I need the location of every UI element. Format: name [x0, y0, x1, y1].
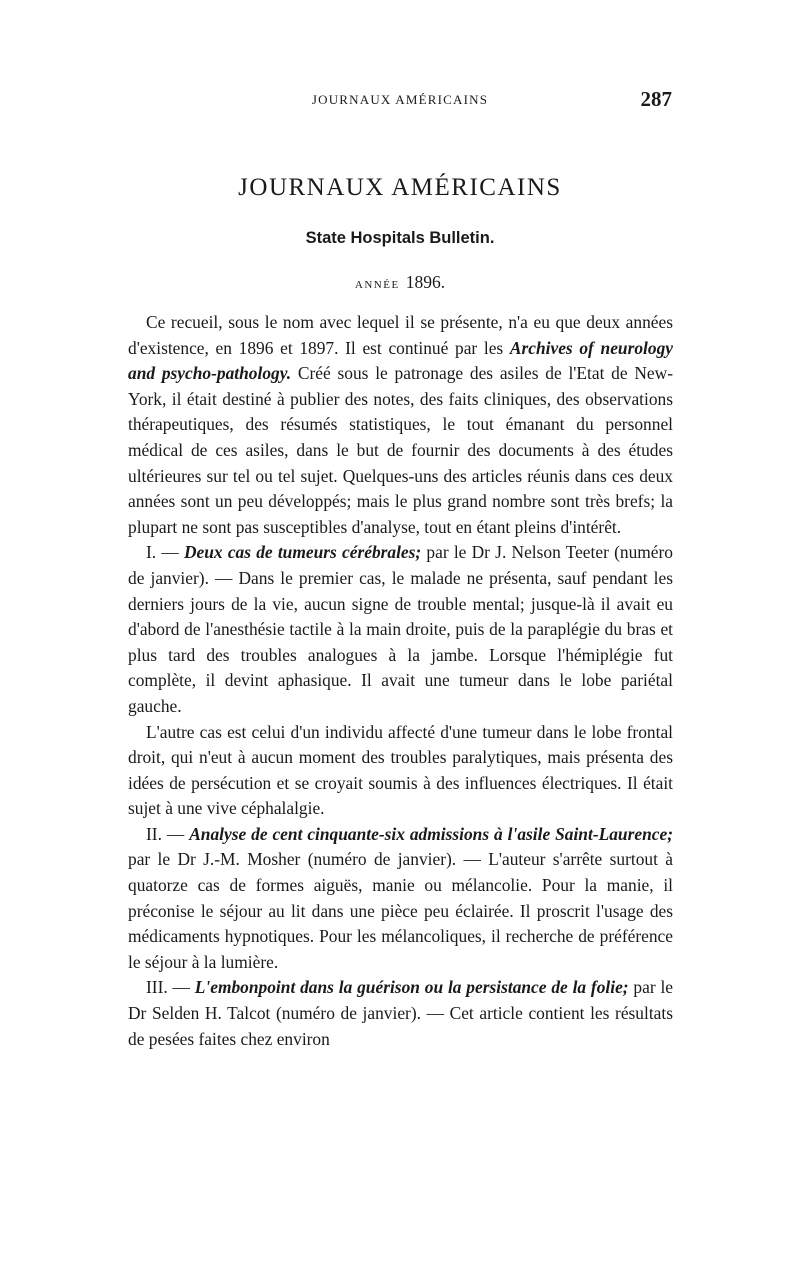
section-1-paragraph	[128, 540, 673, 719]
section-1-text: par le Dr J. Nelson Teeter (numéro de janvier). — Dans le premier cas, le malade ne présenta, sauf pendant les derniers jours de la vie, aucun signe de trouble mental; jusque-là il avait eu d'abord de l'anesthésie tactile à la main droite, puis de la paraplégie du bras et plus tard des troubles analogues à la jambe. Lorsque l'hémiplégie fut complète, il devint aphasique. Il avait une tumeur dans le lobe pariétal gauche.	[128, 542, 673, 716]
section-2-title: Analyse de cent cinquante-six admissions à l'asile Saint-Laurence;	[189, 823, 673, 844]
article-body	[128, 310, 673, 1052]
section-3-title: L'embonpoint dans la guérison ou la persistance de la folie;	[194, 977, 629, 998]
section-1-paragraph-2: L'autre cas est celui d'un individu affecté d'une tumeur dans le lobe frontal droit, qui n'eut à aucun moment des troubles paralytiques, mais présenta des idées de persécution et se croyait soumis à des influences électriques. Il était sujet à une vive céphalalgie.	[128, 721, 673, 819]
section-2-paragraph	[128, 822, 673, 976]
journal-name: Archives of neurology and psycho-pathology.	[128, 337, 673, 384]
section-3-text: par le Dr Selden H. Talcot (numéro de janvier). — Cet article contient les résultats de pesées faites chez environ	[128, 977, 674, 1049]
page-number: 287	[640, 87, 672, 111]
journal-subtitle: State Hospitals Bulletin.	[305, 229, 495, 247]
section-3-paragraph	[128, 975, 673, 1052]
year-value: 1896.	[405, 272, 446, 292]
intro-paragraph	[128, 310, 673, 540]
running-head-title: JOURNAUX AMÉRICAINS	[311, 92, 489, 107]
article-title: JOURNAUX AMÉRICAINS	[238, 174, 562, 201]
section-1-title: Deux cas de tumeurs cérébrales;	[183, 542, 422, 563]
section-3-prefix: III. —	[146, 977, 195, 998]
intro-text-1: Ce recueil, sous le nom avec lequel il se présente, n'a eu que deux années d'existence, en 1896 et 1897. Il est continué par les	[128, 312, 673, 358]
section-2-text: par le Dr J.-M. Mosher (numéro de janvier). — L'auteur s'arrête surtout à quatorze cas de formes aiguës, manie ou mélancolie. Pour la manie, il préconise le séjour au lit dans une pièce peu éclairée. Il proscrit l'usage des médicaments hypnotiques. Pour les mélancoliques, il recherche de préférence le séjour à la lumière.	[128, 849, 673, 972]
running-head	[128, 87, 672, 118]
section-2-prefix: II. —	[146, 823, 190, 844]
year-label: ANNÉE	[354, 279, 400, 291]
year-line	[128, 272, 672, 293]
section-1-prefix: I. —	[146, 542, 184, 563]
intro-text-2: Créé sous le patronage des asiles de l'Etat de New-York, il était destiné à publier des notes, des faits cliniques, des observations thérapeutiques, des résumés statistiques, le tout émanant du personnel médical de ces asiles, dans le but de fournir des documents à des études ultérieures sur tel ou tel sujet. Quelques-uns des articles réunis dans ces deux années sont un peu développés; mais le plus grand nombre sont très brefs; la plupart ne sont pas susceptibles d'analyse, tout en étant pleins d'intérêt.	[128, 363, 674, 537]
